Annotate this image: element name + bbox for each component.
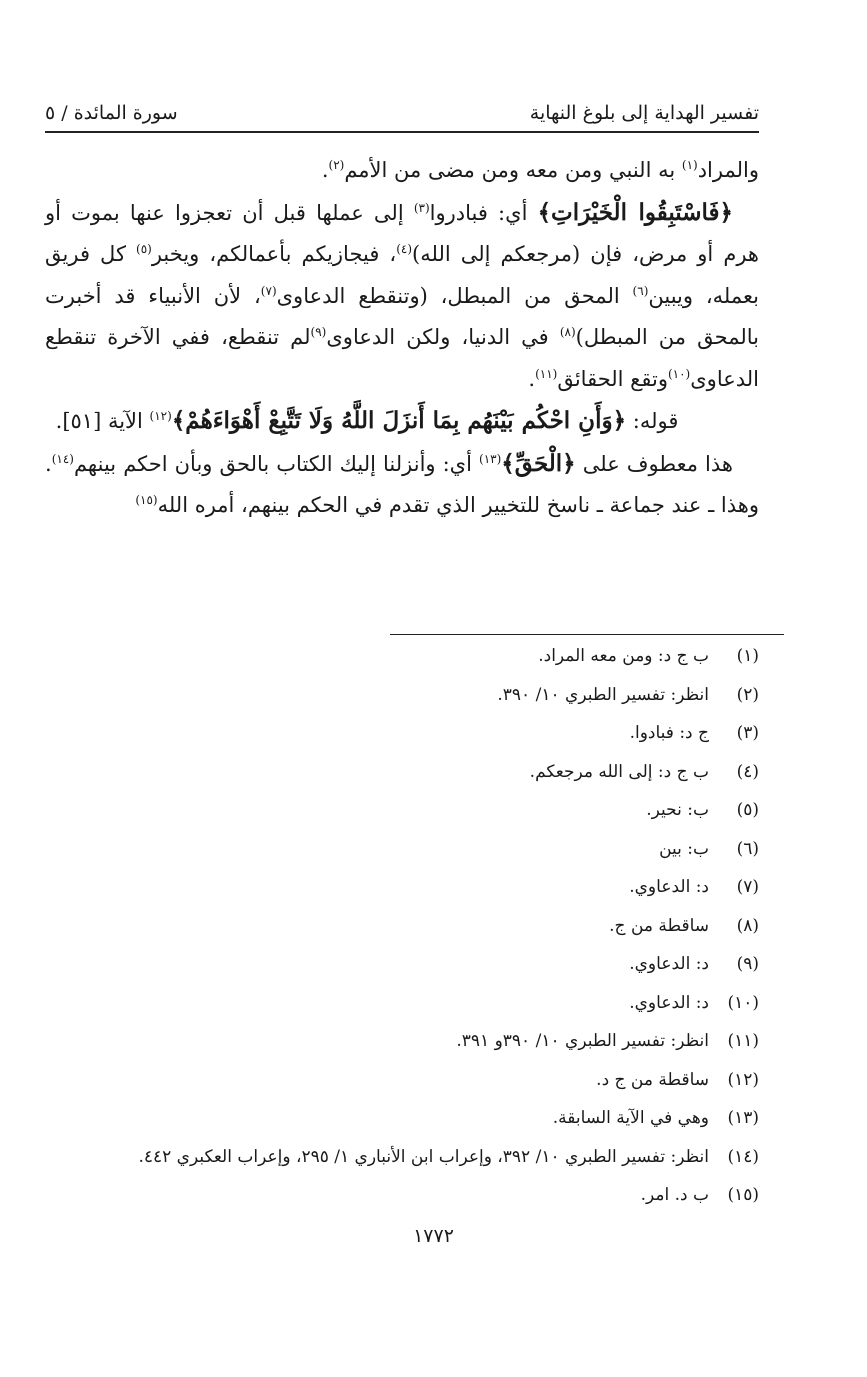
footnote-ref: (١٢) [149,409,172,423]
footnote-item: (١٣) وهي في الآية السابقة. [552,1108,759,1128]
footnote-ref: (٣) [413,200,430,215]
footnote-item: (١٢) ساقطة من ج د. [596,1069,759,1090]
footnote-ref: (٧) [260,283,277,298]
book-title: تفسير الهداية إلى بلوغ النهاية [529,102,759,124]
running-header [45,84,759,124]
footnote-item: (١٠) د: الدعاوي. [629,992,759,1013]
footnote-item: (١١) انظر: تفسير الطبري ١٠/ ٣٩٠و ٣٩١. [456,1031,759,1051]
quran-quote: ﴿وَأَنِ احْكُم بَيْنَهُم بِمَا أَنزَلَ اللَّهُ وَلَا تَتَّبِعْ أَهْوَاءَهُمْ﴾ [171,407,627,434]
footnote-item: (٤) ب ج د: إلى الله مرجعكم. [529,761,759,782]
footnote-item: (٣) ج د: فبادوا. [629,723,759,743]
footnote-ref: (١٣) [479,451,502,466]
footnote-ref: (٨) [559,325,576,339]
footnote-ref: (٤) [396,242,413,256]
footnote-item: (١٥) ب د. امر. [640,1185,759,1205]
main-text [45,150,759,527]
footnote-item: (١٤) انظر: تفسير الطبري ١٠/ ٣٩٢، وإعراب ابن الأنباري ١/ ٢٩٥، وإعراب العكبري ٤٤٢. [138,1146,759,1167]
footnote-ref: (٦) [632,283,649,298]
footnote-item: (٢) انظر: تفسير الطبري ١٠/ ٣٩٠. [497,684,759,705]
page-number: ١٧٧٢ [413,1225,454,1247]
quran-quote: ﴿الْحَقِّ﴾ [501,449,576,477]
footnote-ref: (٩) [310,325,327,339]
paragraph-2: ﴿فَاسْتَبِقُوا الْخَيْرَاتِ﴾ أي: فبادروا$^{(٣)}$ إلى عملها قبل أن تعجزوا عنها بموت أو هرم أو مرض، فإن (مرجعكم إلى الله)$^{(٤)}$، فيجازيكم بأعمالكم، ويخبر$^{(٥)}$ كل فريق بعمله، ويبين$^{(٦)}$ المحق من المبطل، (وتنقطع الدعاوى$^{(٧)}$، لأن الأنبياء قد أخبرت بالمحق من المبطل)$^{(٨)}$ في الدنيا، ولكن الدعاوى$^{(٩)}$لم تنقطع، ففي الآخرة تنقطع الدعاوى$^{(١٠)}$وتقع الحقائق$^{(١١)}$. [45,198,759,391]
footnote-item: (٥) ب: نحير. [646,800,759,820]
footnote-ref: (١٤) [51,451,74,466]
surah-label: سورة المائدة / ٥ [45,102,178,124]
footnote-ref: (١١) [535,366,558,381]
paragraph-3: قوله: ﴿وَأَنِ احْكُم بَيْنَهُم بِمَا أَنزَلَ اللَّهُ وَلَا تَتَّبِعْ أَهْوَاءَهُمْ﴾$^{(١٢)}$ الآية [٥١]. [55,407,679,434]
footnote-item: (٩) د: الدعاوي. [629,954,759,974]
paragraph-1: والمراد$^{(١)}$ به النبي ومن معه ومن مضى من الأمم$^{(٢)}$. [321,158,759,182]
footnote-ref: (٢) [328,158,345,172]
footnote-separator [390,634,784,635]
footnotes-list [40,637,759,1215]
header-rule [45,131,759,133]
footnote-ref: (١٥) [135,493,158,507]
footnote-item: (٧) د: الدعاوي. [629,877,759,897]
footnote-item: (٦) ب: بين [659,838,759,859]
footnote-ref: (١٠) [667,366,691,381]
footnote-ref: (١) [681,158,698,172]
footnote-ref: (٥) [136,242,152,256]
footnote-item: (١) ب ج د: ومن معه المراد. [538,646,759,666]
paragraph-4: هذا معطوف على ﴿الْحَقِّ﴾$^{(١٣)}$ أي: وأنزلنا إليك الكتاب بالحق وبأن احكم بينهم$^{(١٤)}$. وهذا ـ عند جماعة ـ ناسخ للتخيير الذي تقدم في الحكم بينهم، أمره الله$^{(١٥)}$ [45,449,759,517]
footnote-item: (٨) ساقطة من ج. [609,915,759,936]
quran-quote: ﴿فَاسْتَبِقُوا الْخَيْرَاتِ﴾ [537,198,733,226]
